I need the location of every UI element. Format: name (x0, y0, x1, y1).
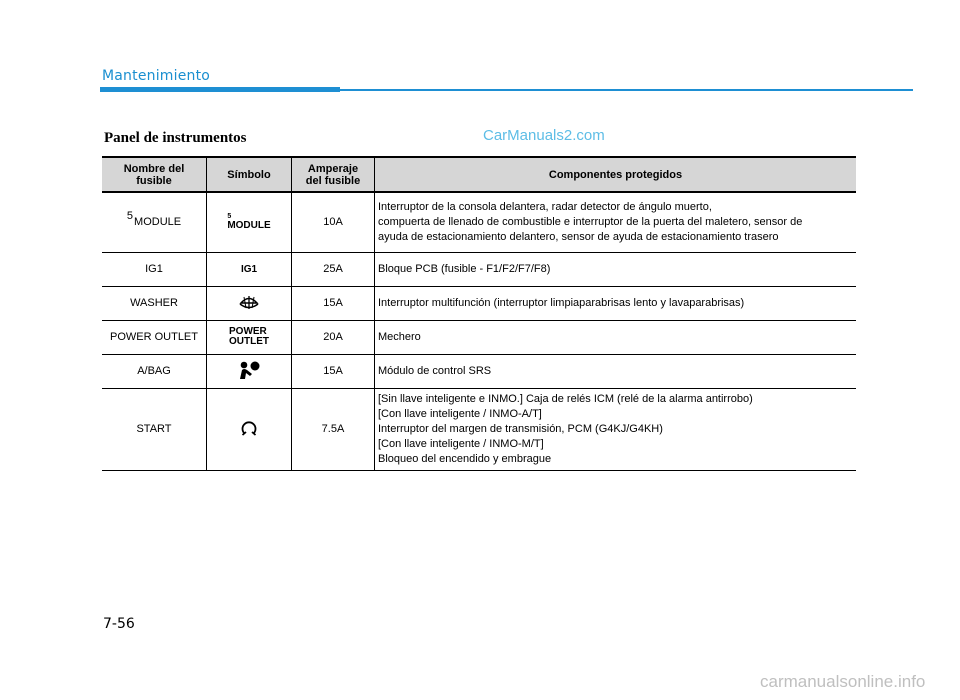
fuse-name: START (102, 388, 207, 470)
fuse-components (375, 252, 857, 286)
component-line: [Sin llave inteligente e INMO.] Caja de relés ICM (relé de la alarma antirrobo) (378, 392, 753, 405)
fuse-amp: 15A (292, 354, 375, 388)
table-row (102, 252, 856, 286)
fuse-symbol (207, 252, 292, 286)
header-rule-thin (340, 89, 913, 91)
component-line: Interruptor del margen de transmisión, PCM (G4KJ/G4KH) (378, 422, 663, 435)
page-number: 7-56 (103, 616, 135, 632)
module-symbol (227, 213, 270, 231)
fuse-name: WASHER (102, 286, 207, 320)
watermark: CarManuals2.com (483, 127, 605, 144)
table-row (102, 388, 856, 470)
page-title: Panel de instrumentos (104, 130, 247, 146)
airbag-icon (237, 360, 261, 380)
component-line: ayuda de estacionamiento delantero, sensor de ayuda de estacionamiento trasero (378, 230, 779, 243)
fuse-components (375, 320, 857, 354)
component-line: [Con llave inteligente / INMO-A/T] (378, 407, 542, 420)
table-row (102, 286, 856, 320)
fuse-table (102, 156, 856, 471)
fuse-symbol (207, 320, 292, 354)
table-row (102, 320, 856, 354)
component-line: Interruptor multifunción (interruptor limpiaparabrisas lento y lavaparabrisas) (378, 296, 745, 309)
fuse-amp: 15A (292, 286, 375, 320)
component-line: Bloqueo del encendido y embrague (378, 452, 552, 465)
fuse-components (375, 354, 857, 388)
header-amp-line1: Amperaje (307, 162, 359, 175)
fuse-symbol (207, 192, 292, 252)
power-outlet-line1: POWER (229, 326, 267, 337)
footer-site-watermark: carmanualsonline.info (760, 672, 926, 691)
header-rule-thick (100, 87, 340, 92)
fuse-name: POWER OUTLET (102, 320, 207, 354)
header-name: Nombre del fusible (102, 157, 207, 192)
fuse-symbol (207, 286, 292, 320)
component-line: Interruptor de la consola delantera, radar detector de ángulo muerto, (378, 200, 712, 213)
fuse-amp: 20A (292, 320, 375, 354)
start-icon (239, 418, 259, 438)
washer-icon (238, 293, 260, 311)
header-amp-line2: del fusible (305, 174, 361, 187)
table-header-row (102, 157, 856, 192)
component-line: Bloque PCB (fusible - F1/F2/F7/F8) (378, 262, 551, 275)
ig1-symbol: IG1 (240, 264, 258, 275)
power-outlet-line2: OUTLET (229, 336, 269, 347)
section-title: Mantenimiento (102, 68, 211, 84)
header-amperage (292, 157, 375, 192)
fuse-components (375, 286, 857, 320)
fuse-symbol (207, 388, 292, 470)
fuse-name: IG1 (102, 252, 207, 286)
table-row (102, 354, 856, 388)
fuse-amp: 25A (292, 252, 375, 286)
fuse-components (375, 192, 857, 252)
fuse-symbol (207, 354, 292, 388)
table-row (102, 192, 856, 252)
fuse-name-sup: 5 (126, 210, 134, 223)
header-symbol: Símbolo (207, 157, 292, 192)
fuse-amp: 7.5A (292, 388, 375, 470)
fuse-name (102, 192, 207, 252)
component-line: Módulo de control SRS (378, 364, 492, 377)
fuse-name: A/BAG (102, 354, 207, 388)
component-line: [Con llave inteligente / INMO-M/T] (378, 437, 544, 450)
fuse-name-text: MODULE (134, 216, 182, 229)
fuse-components (375, 388, 857, 470)
module-symbol-text: MODULE (227, 220, 271, 232)
power-outlet-symbol (229, 327, 269, 347)
component-line: Mechero (378, 330, 421, 343)
component-line: compuerta de llenado de combustible e interruptor de la puerta del maletero, sensor de (378, 215, 803, 228)
fuse-amp: 10A (292, 192, 375, 252)
header-components: Componentes protegidos (375, 157, 857, 192)
module-symbol-sup: 5 (227, 213, 232, 221)
